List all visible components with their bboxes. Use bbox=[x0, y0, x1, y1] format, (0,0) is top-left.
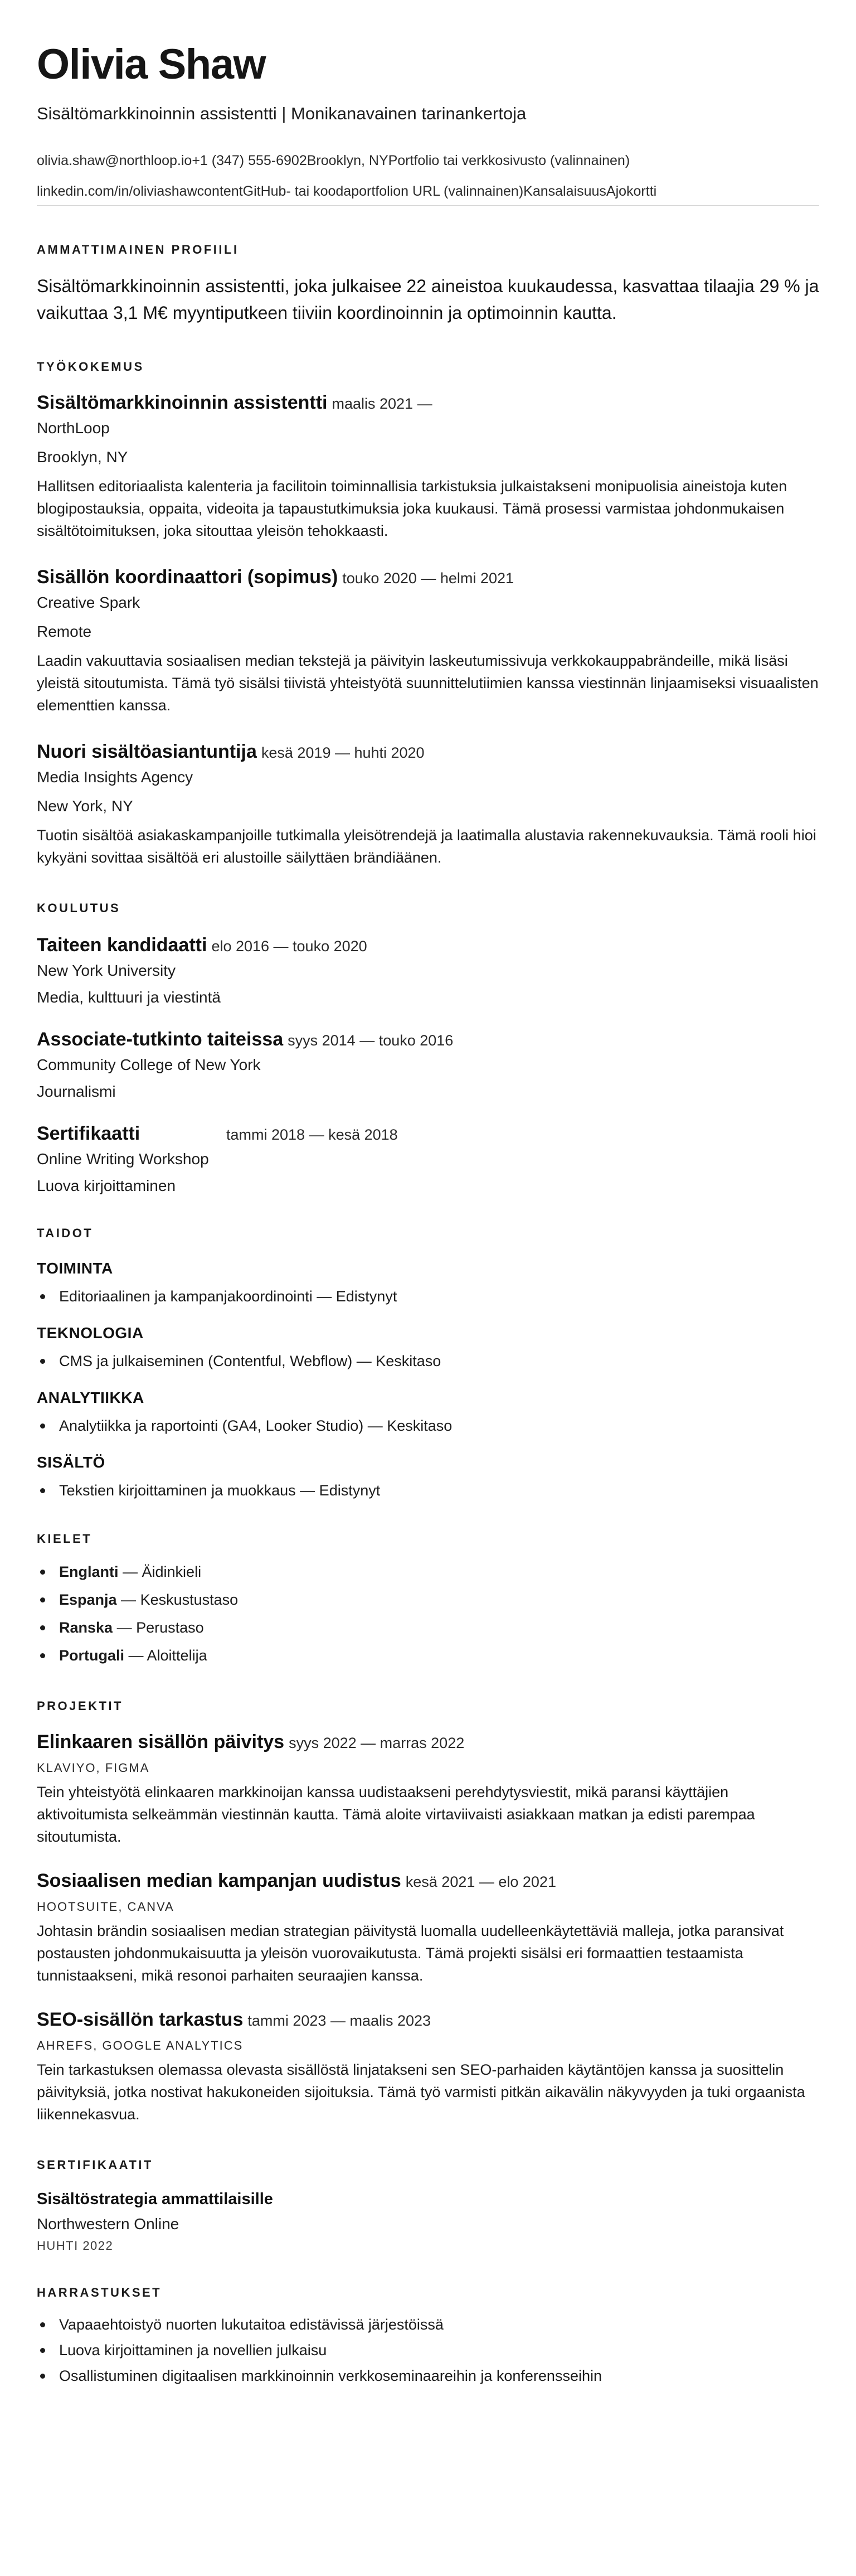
hobby-list bbox=[37, 2313, 819, 2387]
degree-title: Associate-tutkinto taiteissa bbox=[37, 1029, 284, 1050]
job-description: Laadin vakuuttavia sosiaalisen median tekstejä ja päivityin laskeutumissivuja verkkokauppabrändeille, mikä lisäsi yleistä sitoutumista. Tämä työ sisälsi tiivistä yhteistyötä suunnittelutiimien kanssa viestinnän linjaamiseksi visuaalisten elementtien kanssa. bbox=[37, 652, 819, 714]
section-title-experience: TYÖKOKEMUS bbox=[37, 360, 144, 374]
language-level: Äidinkieli bbox=[142, 1563, 202, 1580]
project-description: Tein tarkastuksen olemassa olevasta sisällöstä linjatakseni sen SEO-parhaiden käytäntöjen kanssa ja suosittelin päivityksiä, jotka nostivat hakukoneiden sijoituksia. Tämä työ varmisti pitkän aikavälin näkyvyyden ja tuki orgaanista liikennekasvua. bbox=[37, 2061, 805, 2123]
skills-section bbox=[37, 1226, 819, 1502]
skill-group bbox=[37, 1324, 819, 1372]
skill-group-title: SISÄLTÖ bbox=[37, 1454, 105, 1471]
contact-line-primary bbox=[37, 154, 819, 168]
project-dates: syys 2022 — marras 2022 bbox=[289, 1735, 465, 1751]
degree-dates: tammi 2018 — kesä 2018 bbox=[226, 1126, 398, 1143]
education-entry bbox=[37, 1029, 819, 1101]
education-entry bbox=[37, 934, 819, 1006]
language-name: Ranska bbox=[59, 1619, 113, 1636]
field-of-study: Media, kulttuuri ja viestintä bbox=[37, 989, 221, 1006]
job-title: Nuori sisältöasiantuntija bbox=[37, 741, 257, 762]
candidate-headline: Sisältömarkkinoinnin assistentti | Monikanavainen tarinankertoja bbox=[37, 104, 527, 123]
job-title: Sisällön koordinaattori (sopimus) bbox=[37, 566, 338, 588]
project-dates: kesä 2021 — elo 2021 bbox=[405, 1873, 556, 1890]
job-company: Creative Spark bbox=[37, 594, 140, 611]
language-level: Keskustustaso bbox=[140, 1591, 239, 1608]
degree-title: Sertifikaatti bbox=[37, 1123, 140, 1144]
job-location: Remote bbox=[37, 623, 92, 640]
skill-list bbox=[37, 1285, 819, 1308]
contact-phone[interactable]: +1 (347) 555-6902 bbox=[192, 153, 307, 168]
experience-entry bbox=[37, 566, 819, 716]
contact-github[interactable]: GitHub- tai koodaportfolion URL (valinnainen) bbox=[242, 183, 524, 199]
job-title: Sisältömarkkinoinnin assistentti bbox=[37, 392, 328, 413]
degree-dates: syys 2014 — touko 2016 bbox=[288, 1032, 454, 1049]
languages-section bbox=[37, 1532, 819, 1667]
section-title-certifications: SERTIFIKAATIT bbox=[37, 2158, 153, 2172]
resume-header bbox=[37, 43, 819, 206]
skill-group-title: TOIMINTA bbox=[37, 1260, 113, 1277]
contact-line-secondary bbox=[37, 185, 819, 198]
language-item: Portugali — Aloittelija bbox=[37, 1644, 819, 1667]
field-of-study: Luova kirjoittaminen bbox=[37, 1177, 176, 1194]
school-name: Online Writing Workshop bbox=[37, 1150, 209, 1168]
certification-name: Sisältöstrategia ammattilaisille bbox=[37, 2190, 273, 2208]
job-location: Brooklyn, NY bbox=[37, 448, 128, 466]
section-title-education: KOULUTUS bbox=[37, 901, 121, 915]
candidate-name: Olivia Shaw bbox=[37, 41, 266, 88]
certification-entry bbox=[37, 2190, 819, 2253]
project-entry bbox=[37, 2009, 819, 2125]
project-description: Johtasin brändin sosiaalisen median strategian päivitystä luomalla uudelleenkäytettäviä malleja, jotka paransivat postausten johdonmukaisuutta ja yleisön vuorovaikutusta. Tämä projekti sisälsi eri formaattien testaamista tunnistaakseni, mikä resonoi parhaiten seuraajien kanssa. bbox=[37, 1923, 784, 1984]
contact-portfolio[interactable]: Portfolio tai verkkosivusto (valinnainen) bbox=[388, 153, 630, 168]
language-item: Englanti — Äidinkieli bbox=[37, 1561, 819, 1583]
language-level: Aloittelija bbox=[147, 1647, 207, 1664]
job-dates: kesä 2019 — huhti 2020 bbox=[261, 744, 425, 761]
skill-item: CMS ja julkaiseminen (Contentful, Webflow) — Keskitaso bbox=[37, 1350, 819, 1372]
contact-location: Brooklyn, NY bbox=[307, 153, 388, 168]
section-title-projects: PROJEKTIT bbox=[37, 1699, 123, 1713]
job-company: NorthLoop bbox=[37, 419, 110, 437]
degree-title: Taiteen kandidaatti bbox=[37, 934, 207, 956]
profile-summary: Sisältömarkkinoinnin assistentti, joka julkaisee 22 aineistoa kuukaudessa, kasvattaa tilaajia 29 % ja vaikuttaa 3,1 M€ myyntiputkeen tiiviin koordinoinnin ja optimoinnin kautta. bbox=[37, 276, 819, 323]
certification-date: HUHTI 2022 bbox=[37, 2239, 114, 2253]
project-name: SEO-sisällön tarkastus bbox=[37, 2009, 244, 2030]
job-description: Tuotin sisältöä asiakaskampanjoille tutkimalla yleisötrendejä ja laatimalla alustavia rakennekuvauksia. Tämä rooli hioi kykyäni sovittaa sisältöä eri alustoille säilyttäen brändiäänen. bbox=[37, 827, 816, 866]
skill-item: Editoriaalinen ja kampanjakoordinointi — Edistynyt bbox=[37, 1285, 819, 1308]
project-entry bbox=[37, 1731, 819, 1848]
language-name: Espanja bbox=[59, 1591, 117, 1608]
contact-email[interactable]: olivia.shaw@northloop.io bbox=[37, 153, 192, 168]
skill-group-title: ANALYTIIKKA bbox=[37, 1389, 144, 1406]
school-name: Community College of New York bbox=[37, 1056, 261, 1073]
field-of-study: Journalismi bbox=[37, 1083, 116, 1100]
experience-entry bbox=[37, 741, 819, 869]
header-divider bbox=[37, 205, 819, 206]
skill-list bbox=[37, 1415, 819, 1437]
project-dates: tammi 2023 — maalis 2023 bbox=[247, 2012, 431, 2029]
skill-group-title: TEKNOLOGIA bbox=[37, 1324, 144, 1342]
language-name: Englanti bbox=[59, 1563, 119, 1580]
skill-group bbox=[37, 1454, 819, 1502]
skill-group bbox=[37, 1389, 819, 1437]
contact-citizenship: Kansalaisuus bbox=[523, 183, 606, 199]
skill-list bbox=[37, 1479, 819, 1502]
hobby-item: Osallistuminen digitaalisen markkinoinnin verkkoseminaareihin ja konferensseihin bbox=[37, 2365, 819, 2387]
skill-item: Tekstien kirjoittaminen ja muokkaus — Edistynyt bbox=[37, 1479, 819, 1502]
skill-item: Analytiikka ja raportointi (GA4, Looker Studio) — Keskitaso bbox=[37, 1415, 819, 1437]
project-name: Elinkaaren sisällön päivitys bbox=[37, 1731, 285, 1752]
job-description: Hallitsen editoriaalista kalenteria ja facilitoin toiminnallisia tarkistuksia julkaistakseni monipuolisia aineistoja kuten blogipostauksia, oppaita, videoita ja tapaustutkimuksia joka kuukausi. Tämä prosessi varmistaa johdonmukaisen sisältötoimituksen, joka sitouttaa yleisön tehokkaasti. bbox=[37, 478, 787, 539]
language-list bbox=[37, 1561, 819, 1667]
project-tools: HOOTSUITE, CANVA bbox=[37, 1900, 174, 1914]
project-entry bbox=[37, 1870, 819, 1987]
education-entry bbox=[37, 1123, 819, 1195]
hobby-item: Vapaaehtoistyö nuorten lukutaitoa edistävissä järjestöissä bbox=[37, 2313, 819, 2336]
job-dates: maalis 2021 — bbox=[332, 395, 432, 412]
section-title-hobbies: HARRASTUKSET bbox=[37, 2286, 162, 2299]
language-item: Espanja — Keskustustaso bbox=[37, 1589, 819, 1611]
experience-section bbox=[37, 360, 819, 869]
projects-section bbox=[37, 1699, 819, 2125]
experience-entry bbox=[37, 392, 819, 542]
section-title-skills: TAIDOT bbox=[37, 1226, 94, 1240]
project-tools: AHREFS, GOOGLE ANALYTICS bbox=[37, 2038, 244, 2052]
section-title-profile: AMMATTIMAINEN PROFIILI bbox=[37, 243, 239, 256]
language-item: Ranska — Perustaso bbox=[37, 1616, 819, 1639]
hobby-item: Luova kirjoittaminen ja novellien julkaisu bbox=[37, 2339, 819, 2361]
language-name: Portugali bbox=[59, 1647, 125, 1664]
project-name: Sosiaalisen median kampanjan uudistus bbox=[37, 1870, 401, 1891]
project-description: Tein yhteistyötä elinkaaren markkinoijan kanssa uudistaakseni perehdytysviestit, mikä paransi käyttäjien aktivoitumista selkeämmän viestinnän kautta. Tämä aloite virtaviivaisti asiakkaan matkan ja edisti parempaa sitoutumista. bbox=[37, 1784, 755, 1845]
skill-list bbox=[37, 1350, 819, 1372]
contact-linkedin[interactable]: linkedin.com/in/oliviashawcontent bbox=[37, 183, 243, 199]
skill-group bbox=[37, 1260, 819, 1308]
degree-dates: elo 2016 — touko 2020 bbox=[211, 938, 367, 955]
school-name: New York University bbox=[37, 962, 176, 979]
hobbies-section bbox=[37, 2286, 819, 2387]
section-title-languages: KIELET bbox=[37, 1532, 93, 1546]
education-section bbox=[37, 901, 819, 1195]
project-tools: KLAVIYO, FIGMA bbox=[37, 1761, 150, 1775]
certification-issuer: Northwestern Online bbox=[37, 2215, 179, 2233]
job-dates: touko 2020 — helmi 2021 bbox=[342, 570, 514, 587]
contact-drivers-license: Ajokortti bbox=[606, 183, 657, 199]
certifications-section bbox=[37, 2158, 819, 2253]
job-company: Media Insights Agency bbox=[37, 768, 193, 786]
job-location: New York, NY bbox=[37, 797, 133, 815]
profile-section bbox=[37, 243, 819, 326]
language-level: Perustaso bbox=[136, 1619, 204, 1636]
